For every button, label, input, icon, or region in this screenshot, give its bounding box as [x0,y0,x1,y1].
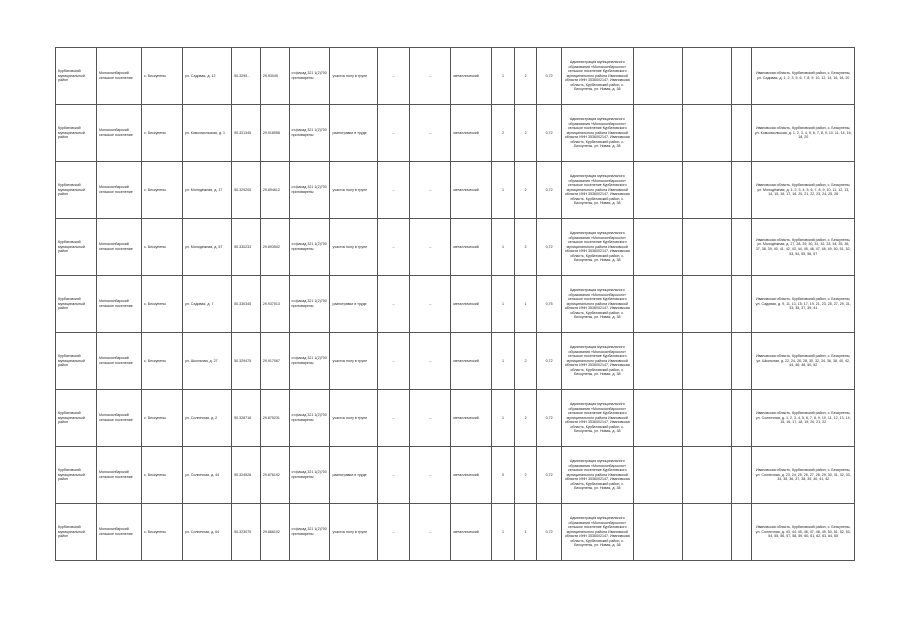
street-cell: ул. Солнечная, д. 44 [183,447,232,504]
site-type-cell: ст.фасад 321 1(2)700 притоварены [289,219,330,276]
table-row [56,162,855,219]
count-cell: 1 [492,390,515,447]
locality-cell: с. Бескупены [142,447,183,504]
empty-cell [633,105,682,162]
value-cell: – [410,333,451,390]
empty-cell [731,162,751,219]
count-cell: 1 [492,162,515,219]
volume-cell: 0,75 [537,276,562,333]
empty-cell [633,447,682,504]
latitude-cell: 50.323075 [232,504,261,561]
value-cell: – [377,219,410,276]
latitude-cell: 50.331349 [232,105,261,162]
locality-cell: с. Бескупены [142,276,183,333]
count-cell: 2 [514,390,537,447]
owner-cell: Администрация муниципального образования «Молокоспбарского» сельское поселение Курбатовского муниципального района Ивановской области ИНН 3536002147, Ивановская область, Курбатовский район, с. Бескупены, ул. Новая, д. 38 [561,48,633,105]
empty-cell [682,447,731,504]
volume-cell: 0,72 [537,447,562,504]
surface-cell: участок полу в трупе [330,333,377,390]
street-cell: ул. Солнечная, д. 64 [183,504,232,561]
latitude-cell: 50.3295... [232,48,261,105]
volume-cell: 0,72 [537,333,562,390]
value-cell: – [410,504,451,561]
count-cell: 2 [514,219,537,276]
site-type-cell: ст.фасад 321 1(2)700 притоварены [289,48,330,105]
material-cell: металлический [451,276,492,333]
settlement-cell: Молокоспбарский сельское поселение [96,276,141,333]
volume-cell: 0,72 [537,48,562,105]
count-cell: 2 [514,162,537,219]
latitude-cell: 50.329475 [232,333,261,390]
count-cell: 1 [492,276,515,333]
empty-cell [682,105,731,162]
count-cell: 1 [514,504,537,561]
surface-cell: разнотравье в труде [330,276,377,333]
count-cell: 2 [514,447,537,504]
owner-cell: Администрация муниципального образования «Молокоспбарского» сельское поселение Курбатовского муниципального района Ивановской области ИНН 3536002147, Ивановская область, Курбатовский район, с. Бескупены, ул. Новая, д. 38 [561,390,633,447]
latitude-cell: 50.330233 [232,219,261,276]
empty-cell [633,48,682,105]
value-cell: – [377,276,410,333]
table-row [56,333,855,390]
empty-cell [731,276,751,333]
value-cell: – [410,48,451,105]
address-cell: Ивановская область, Курбатовский район, с. Бескупены, ул. Молодёжная, д. 27, 28, 29, 30, 31, 32, 33, 34, 35, 36, 37, 38, 39, 40, 41, 42, 43, 44, 45, 46, 47, 48, 49, 50, 51, 52, 53, 54, 55, 56, 57 [752,219,855,276]
surface-cell: участок полу в трупе [330,219,377,276]
settlement-cell: Молокоспбарский сельское поселение [96,447,141,504]
latitude-cell: 50.329200 [232,162,261,219]
owner-cell: Администрация муниципального образования «Молокоспбарского» сельское поселение Курбатовского муниципального района Ивановской области ИНН 3536002147, Ивановская область, Курбатовский район, с. Бескупены, ул. Новая, д. 38 [561,504,633,561]
district-cell: Курбатовский муниципальный район [56,333,97,390]
material-cell: металлический [451,162,492,219]
district-cell: Курбатовский муниципальный район [56,390,97,447]
count-cell: 1 [492,333,515,390]
count-cell: 1 [492,48,515,105]
address-cell: Ивановская область, Курбатовский район, с. Бескупены, ул. Солнечная, д. 43, 44, 45, 46, 47, 48, 49, 50, 51, 52, 53, 54, 55, 56, 57, 58, 59, 60, 61, 62, 63, 64, 65 [752,504,855,561]
value-cell: – [410,447,451,504]
volume-cell: 0,72 [537,105,562,162]
value-cell: – [410,219,451,276]
count-cell: 2 [514,48,537,105]
table-row [56,105,855,162]
site-type-cell: ст.фасад 321 1(2)700 притоварены [289,162,330,219]
empty-cell [731,48,751,105]
address-cell: Ивановская область, Курбатовский район, с. Бескупены, ул. Солнечная, д. 1, 2, 3, 4, 5, 6, 7, 8, 9, 10, 11, 12, 13, 14, 15, 16, 17, 18, 19, 20, 21, 22 [752,390,855,447]
value-cell: – [377,504,410,561]
street-cell: ул. Молодёжная, д. 17 [183,162,232,219]
table-row [56,447,855,504]
latitude-cell: 50.324526 [232,447,261,504]
value-cell: – [410,276,451,333]
material-cell: металлический [451,447,492,504]
longitude-cell: 29.875231 [260,390,289,447]
owner-cell: Администрация муниципального образования «Молокоспбарского» сельское поселение Курбатовского муниципального района Ивановской области ИНН 3536002147, Ивановская область, Курбатовский район, с. Бескупены, ул. Новая, д. 38 [561,333,633,390]
longitude-cell: 29.917067 [260,333,289,390]
address-cell: Ивановская область, Курбатовский район, с. Бескупены, ул. Комсомольская, д. 1, 2, 3, 4, 5, 6, 7, 8, 9, 10, 11, 14, 16, 18, 20 [752,105,855,162]
locality-cell: с. Бескупены [142,219,183,276]
site-type-cell: ст.фасад 321 1(2)700 притоварены [289,504,330,561]
volume-cell: 0,72 [537,219,562,276]
count-cell: 2 [514,105,537,162]
count-cell: 2 [514,333,537,390]
value-cell: – [377,162,410,219]
value-cell: – [410,390,451,447]
locality-cell: с. Бескупены [142,504,183,561]
latitude-cell: 50.330345 [232,276,261,333]
count-cell: 1 [492,504,515,561]
material-cell: металлический [451,48,492,105]
settlement-cell: Молокоспбарский сельское поселение [96,219,141,276]
locality-cell: с. Бескупены [142,162,183,219]
street-cell: ул. Комсомольская, д. 1 [183,105,232,162]
site-type-cell: ст.фасад 321 1(2)700 притоварены [289,390,330,447]
volume-cell: 0,72 [537,390,562,447]
latitude-cell: 50.328718 [232,390,261,447]
empty-cell [682,333,731,390]
surface-cell: участок полу в трупе [330,504,377,561]
district-cell: Курбатовский муниципальный район [56,276,97,333]
surface-cell: разнотравье в труде [330,105,377,162]
district-cell: Курбатовский муниципальный район [56,105,97,162]
table-row [56,48,855,105]
district-cell: Курбатовский муниципальный район [56,504,97,561]
value-cell: – [410,162,451,219]
street-cell: ул. Солнечная, д. 2 [183,390,232,447]
empty-cell [731,219,751,276]
value-cell: – [410,105,451,162]
locality-cell: с. Бескупены [142,333,183,390]
longitude-cell: 29.866102 [260,504,289,561]
district-cell: Курбатовский муниципальный район [56,219,97,276]
empty-cell [682,162,731,219]
empty-cell [633,219,682,276]
address-cell: Ивановская область, Курбатовский район, с. Бескупены, ул. Школьная, д. 22, 24, 26, 28, 30, 32, 34, 36, 38, 40, 42, 44, 46, 48, 50, 52 [752,333,855,390]
material-cell: металлический [451,333,492,390]
owner-cell: Администрация муниципального образования «Молокоспбарского» сельское поселение Курбатовского муниципального района Ивановской области ИНН 3536002147, Ивановская область, Курбатовский район, с. Бескупены, ул. Новая, д. 38 [561,219,633,276]
address-cell: Ивановская область, Курбатовский район, с. Бескупены, ул. Молодёжная, д. 1, 2, 3, 4, 5, 6, 7, 8, 9, 10, 11, 12, 13, 14, 15, 16, 17, 18, 20, 21, 22, 23, 24, 25, 26 [752,162,855,219]
count-cell: 1 [492,219,515,276]
empty-cell [682,390,731,447]
address-cell: Ивановская область, Курбатовский район, с. Бескупены, ул. Садовая, д. 1, 2, 3, 5, 6, 7, 8, 9, 10, 12, 14, 16, 18, 20 [752,48,855,105]
owner-cell: Администрация муниципального образования «Молокоспбарского» сельское поселение Курбатовского муниципального района Ивановской области ИНН 3536002147, Ивановская область, Курбатовский район, с. Бескупены, ул. Новая, д. 38 [561,276,633,333]
surface-cell: участок полу в трупе [330,48,377,105]
surface-cell: участок полу в трупе [330,390,377,447]
locality-cell: с. Бескупены [142,48,183,105]
site-type-cell: ст.фасад 321 1(2)700 притоварены [289,333,330,390]
owner-cell: Администрация муниципального образования «Молокоспбарского» сельское поселение Курбатовского муниципального района Ивановской области ИНН 3536002147, Ивановская область, Курбатовский район, с. Бескупены, ул. Новая, д. 38 [561,447,633,504]
longitude-cell: 29.893502 [260,219,289,276]
empty-cell [633,504,682,561]
empty-cell [731,105,751,162]
longitude-cell: 29.93045 [260,48,289,105]
count-cell: 1 [514,276,537,333]
longitude-cell: 29.937013 [260,276,289,333]
address-cell: Ивановская область, Курбатовский район, с. Бескупены, ул. Солнечная, д. 23, 24, 25, 26, 27, 28, 29, 30, 31, 32, 33, 34, 35, 36, 37, 38, 39, 40, 41, 42 [752,447,855,504]
settlement-cell: Молокоспбарский сельское поселение [96,390,141,447]
value-cell: – [377,105,410,162]
longitude-cell: 29.894612 [260,162,289,219]
surface-cell: участок полу в трупе [330,162,377,219]
settlement-cell: Молокоспбарский сельское поселение [96,333,141,390]
district-cell: Курбатовский муниципальный район [56,162,97,219]
volume-cell: 0,72 [537,504,562,561]
street-cell: ул. Школьная, д. 27 [183,333,232,390]
locality-cell: с. Бескупены [142,390,183,447]
table-row [56,276,855,333]
register-table [55,47,855,561]
street-cell: ул. Молодёжная, д. 57 [183,219,232,276]
value-cell: – [377,447,410,504]
owner-cell: Администрация муниципального образования «Молокоспбарского» сельское поселение Курбатовского муниципального района Ивановской области ИНН 3536002147, Ивановская область, Курбатовский район, с. Бескупены, ул. Новая, д. 38 [561,105,633,162]
count-cell: 0 [492,447,515,504]
site-type-cell: ст.фасад 321 1(2)700 притоварены [289,105,330,162]
table-row [56,390,855,447]
empty-cell [633,390,682,447]
owner-cell: Администрация муниципального образования «Молокоспбарского» сельское поселение Курбатовского муниципального района Ивановской области ИНН 3536002147, Ивановская область, Курбатовский район, с. Бескупены, ул. Новая, д. 38 [561,162,633,219]
longitude-cell: 29.876192 [260,447,289,504]
settlement-cell: Молокоспбарский сельское поселение [96,48,141,105]
settlement-cell: Молокоспбарский сельское поселение [96,162,141,219]
empty-cell [731,390,751,447]
empty-cell [731,447,751,504]
site-type-cell: ст.фасад 321 1(2)700 притоварены [289,276,330,333]
district-cell: Курбатовский муниципальный район [56,447,97,504]
empty-cell [682,48,731,105]
empty-cell [682,219,731,276]
site-type-cell: ст.фасад 321 1(2)700 притоварены [289,447,330,504]
value-cell: – [377,333,410,390]
locality-cell: с. Бескупены [142,105,183,162]
material-cell: металлический [451,105,492,162]
longitude-cell: 29.918958 [260,105,289,162]
material-cell: металлический [451,219,492,276]
empty-cell [731,333,751,390]
empty-cell [633,333,682,390]
empty-cell [682,276,731,333]
table-row [56,504,855,561]
empty-cell [731,504,751,561]
value-cell: – [377,48,410,105]
settlement-cell: Молокоспбарский сельское поселение [96,504,141,561]
count-cell: 2 [492,105,515,162]
district-cell: Курбатовский муниципальный район [56,48,97,105]
settlement-cell: Молокоспбарский сельское поселение [96,105,141,162]
document-page [55,47,855,561]
value-cell: – [377,390,410,447]
street-cell: ул. Садовая, д. 12 [183,48,232,105]
volume-cell: 0,72 [537,162,562,219]
empty-cell [682,504,731,561]
material-cell: металлический [451,504,492,561]
table-row [56,219,855,276]
street-cell: ул. Садовая, д. 7 [183,276,232,333]
material-cell: металлический [451,390,492,447]
address-cell: Ивановская область, Курбатовский район, с. Бескупены, ул. Садовая, д. 9, 11, 13, 15, 17, 19, 21, 23, 25, 27, 29, 31, 33, 35, 37, 39, 41 [752,276,855,333]
empty-cell [633,276,682,333]
empty-cell [633,162,682,219]
surface-cell: разнотравье в труде [330,447,377,504]
